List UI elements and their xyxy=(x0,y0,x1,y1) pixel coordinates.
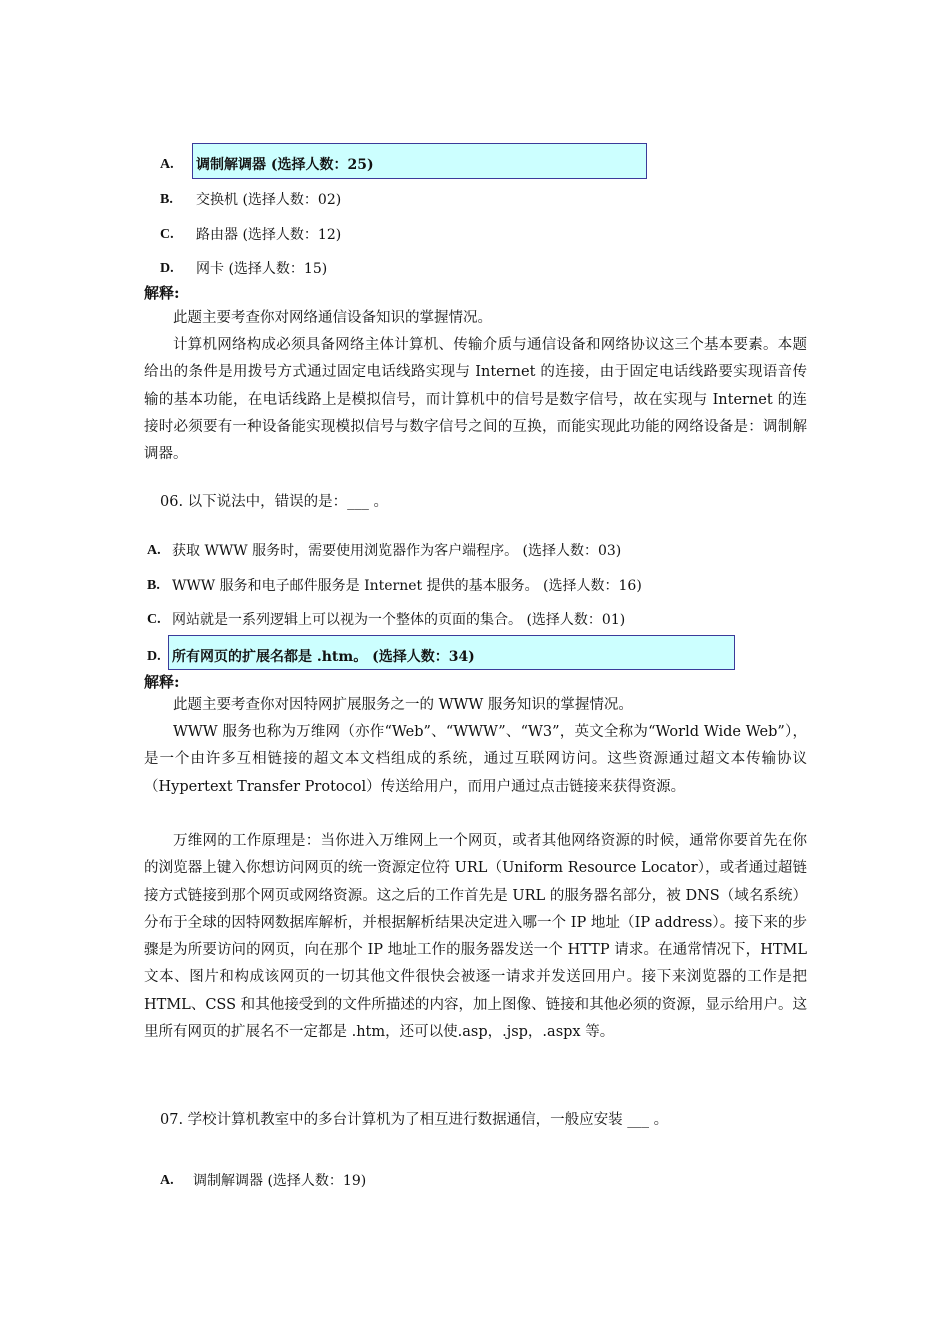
explanation-paragraph: 此题主要考查你对网络通信设备知识的掌握情况。 xyxy=(173,310,492,326)
option-text: 获取 WWW 服务时，需要使用浏览器作为客户端程序。 (选择人数：03) xyxy=(172,543,622,559)
explanation-label: 解释: xyxy=(144,673,180,691)
option-a[interactable] xyxy=(160,155,640,175)
option-c[interactable] xyxy=(147,610,747,630)
explanation-paragraph: 计算机网络构成必须具备网络主体计算机、传输介质与通信设备和网络协议这三个基本要素。本题给出的条件是用拨号方式通过固定电话线路实现与 Internet 的连接，由于固定电话线路要实现语音传输的基本功能，在电话线路上是模拟信号，而计算机中的信号是数字信号，故在实现与 Internet 的连接时必须要有一种设备能实现模拟信号与数字信号之间的互换，而能实现此功能的网络设备是：调制解调器。 xyxy=(144,337,807,463)
option-text: WWW 服务和电子邮件服务是 Internet 提供的基本服务。 (选择人数：16) xyxy=(172,578,642,594)
question-07: 07. 学校计算机教室中的多台计算机为了相互进行数据通信，一般应安装 ___ 。 xyxy=(160,1112,669,1128)
option-letter: C. xyxy=(160,227,174,242)
option-a[interactable] xyxy=(160,1171,640,1191)
option-d[interactable] xyxy=(147,647,747,667)
option-text: 网卡 (选择人数：15) xyxy=(196,261,328,277)
explanation-paragraph: WWW 服务也称为万维网（亦作“Web”、“WWW”、“W3”，英文全称为“World Wide Web”），是一个由许多互相链接的超文本文档组成的系统，通过互联网访问。这些资源通过超文本传输协议（Hypertext Transfer Protocol）传送给用户，而用户通过点击链接来获得资源。 xyxy=(144,724,807,795)
question-06: 06. 以下说法中，错误的是：___ 。 xyxy=(160,494,389,510)
option-letter: D. xyxy=(147,649,161,664)
option-letter: B. xyxy=(160,192,173,207)
option-text: 网站就是一系列逻辑上可以视为一个整体的页面的集合。 (选择人数：01) xyxy=(172,612,626,628)
explanation-label: 解释: xyxy=(144,284,180,302)
option-letter: A. xyxy=(160,1173,174,1188)
option-letter: A. xyxy=(147,543,161,558)
option-b[interactable] xyxy=(160,190,640,210)
option-text: 所有网页的扩展名都是 .htm。 (选择人数：34) xyxy=(172,649,475,665)
option-b[interactable] xyxy=(147,576,747,596)
option-letter: C. xyxy=(147,612,161,627)
option-letter: A. xyxy=(160,157,174,172)
explanation-paragraph: 万维网的工作原理是：当你进入万维网上一个网页，或者其他网络资源的时候，通常你要首先在你的浏览器上键入你想访问网页的统一资源定位符 URL（Uniform Resource Locator），或者通过超链接方式链接到那个网页或网络资源。这之后的工作首先是 URL 的服务器名部分，被 DNS（域名系统）分布于全球的因特网数据库解析，并根据解析结果决定进入哪一个 IP 地址（IP address）。接下来的步骤是为所要访问的网页，向在那个 IP 地址工作的服务器发送一个 HTTP 请求。在通常情况下，HTML 文本、图片和构成该网页的一切其他文件很快会被逐一请求并发送回用户。接下来浏览器的工作是把 HTML、CSS 和其他接受到的文件所描述的内容，加上图像、链接和其他必须的资源，显示给用户。这里所有网页的扩展名不一定都是 .htm，还可以使.asp，.jsp，.aspx 等。 xyxy=(144,833,807,1041)
option-text: 调制解调器 (选择人数：19) xyxy=(193,1173,367,1189)
option-letter: B. xyxy=(147,578,160,593)
option-text: 交换机 (选择人数：02) xyxy=(196,192,342,208)
option-letter: D. xyxy=(160,261,174,276)
option-text: 调制解调器 (选择人数：25) xyxy=(196,157,374,173)
option-a[interactable] xyxy=(147,541,747,561)
option-d[interactable] xyxy=(160,259,640,279)
explanation-paragraph: 此题主要考查你对因特网扩展服务之一的 WWW 服务知识的掌握情况。 xyxy=(173,697,633,713)
option-c[interactable] xyxy=(160,225,640,245)
option-text: 路由器 (选择人数：12) xyxy=(196,227,342,243)
